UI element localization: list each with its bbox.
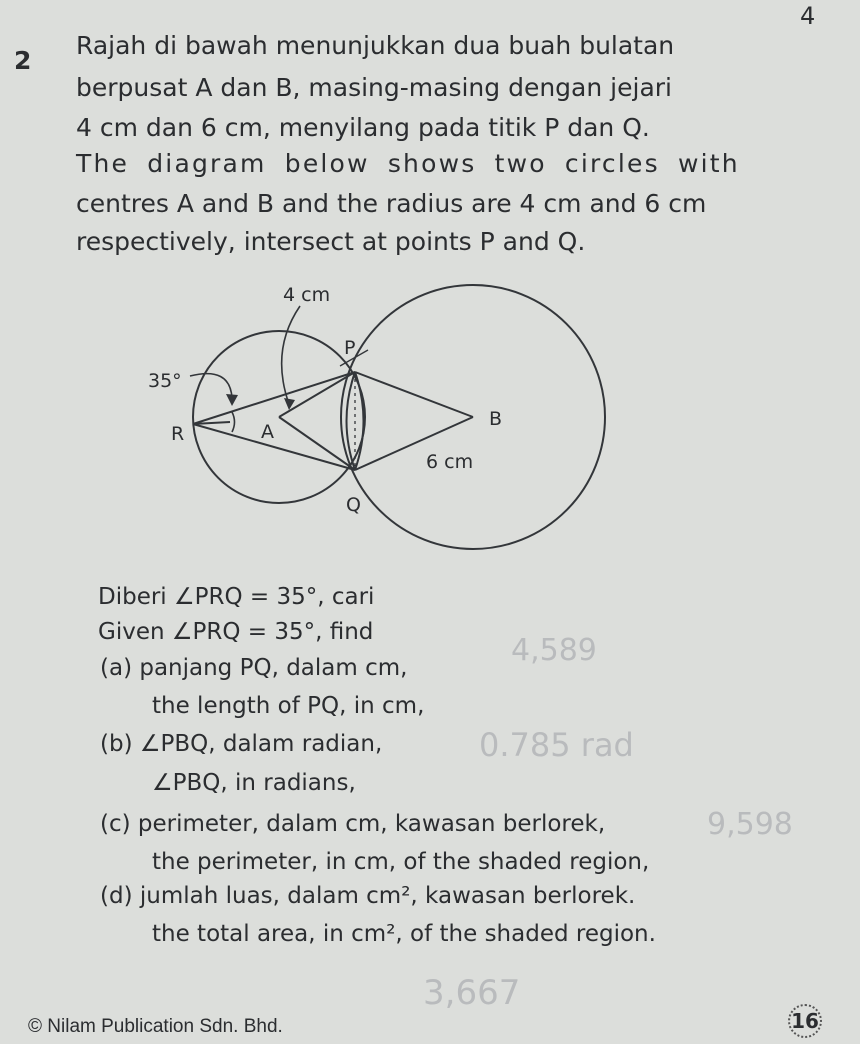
label-q: Q (346, 494, 361, 516)
line-r-p (193, 372, 355, 424)
label-r: R (171, 423, 185, 445)
page-number-top: 4 (800, 2, 816, 30)
copyright-notice: © Nilam Publication Sdn. Bhd. (28, 1016, 283, 1037)
given-en: Given ∠PRQ = 35°, find (98, 619, 374, 645)
page-number-footer: 16 (788, 1004, 822, 1038)
lens-arc-left (347, 372, 356, 470)
label-b: B (489, 408, 503, 430)
part-a-en: the length of PQ, in cm, (152, 693, 425, 719)
label-a: A (261, 421, 274, 443)
part-b-en: ∠PBQ, in radians, (152, 770, 356, 796)
intro-en-line-2: centres A and B and the radius are 4 cm and 6 cm (76, 189, 707, 218)
label-35-degrees: 35° (148, 370, 182, 392)
label-4cm: 4 cm (283, 284, 331, 306)
handwritten-answer-b: 0.785 rad (479, 726, 634, 764)
intro-en-line-3: respectively, intersect at points P and Q. (76, 227, 586, 256)
part-b-ms: (b) ∠PBQ, dalam radian, (100, 731, 383, 757)
question-number: 2 (14, 46, 32, 75)
given-ms: Diberi ∠PRQ = 35°, cari (98, 584, 375, 610)
intro-en-line-1: The diagram below shows two circles with (76, 149, 740, 178)
intro-ms-line-1: Rajah di bawah menunjukkan dua buah bulatan (76, 31, 675, 60)
angle-arc-r (232, 412, 235, 432)
part-c-en: the perimeter, in cm, of the shaded region, (152, 849, 650, 875)
pointer-35-head (226, 394, 238, 406)
part-a-ms: (a) panjang PQ, dalam cm, (100, 655, 408, 681)
label-p: P (344, 337, 356, 359)
handwritten-answer-c: 9,598 (707, 807, 793, 842)
handwritten-answer-d: 3,667 (423, 973, 521, 1013)
part-d-ms: (d) jumlah luas, dalam cm², kawasan berlorek. (100, 883, 636, 909)
circles-diagram (0, 270, 860, 560)
intro-ms-line-2: berpusat A dan B, masing-masing dengan jejari (76, 73, 672, 102)
line-r-q (193, 424, 355, 470)
part-d-en: the total area, in cm², of the shaded region. (152, 921, 656, 947)
intro-ms-line-3: 4 cm dan 6 cm, menyilang pada titik P dan Q. (76, 113, 650, 142)
label-6cm: 6 cm (426, 451, 474, 473)
part-c-ms: (c) perimeter, dalam cm, kawasan berlorek, (100, 811, 606, 837)
handwritten-answer-a: 4,589 (511, 633, 597, 668)
line-p-b (355, 372, 473, 417)
pointer-4cm (282, 306, 300, 404)
